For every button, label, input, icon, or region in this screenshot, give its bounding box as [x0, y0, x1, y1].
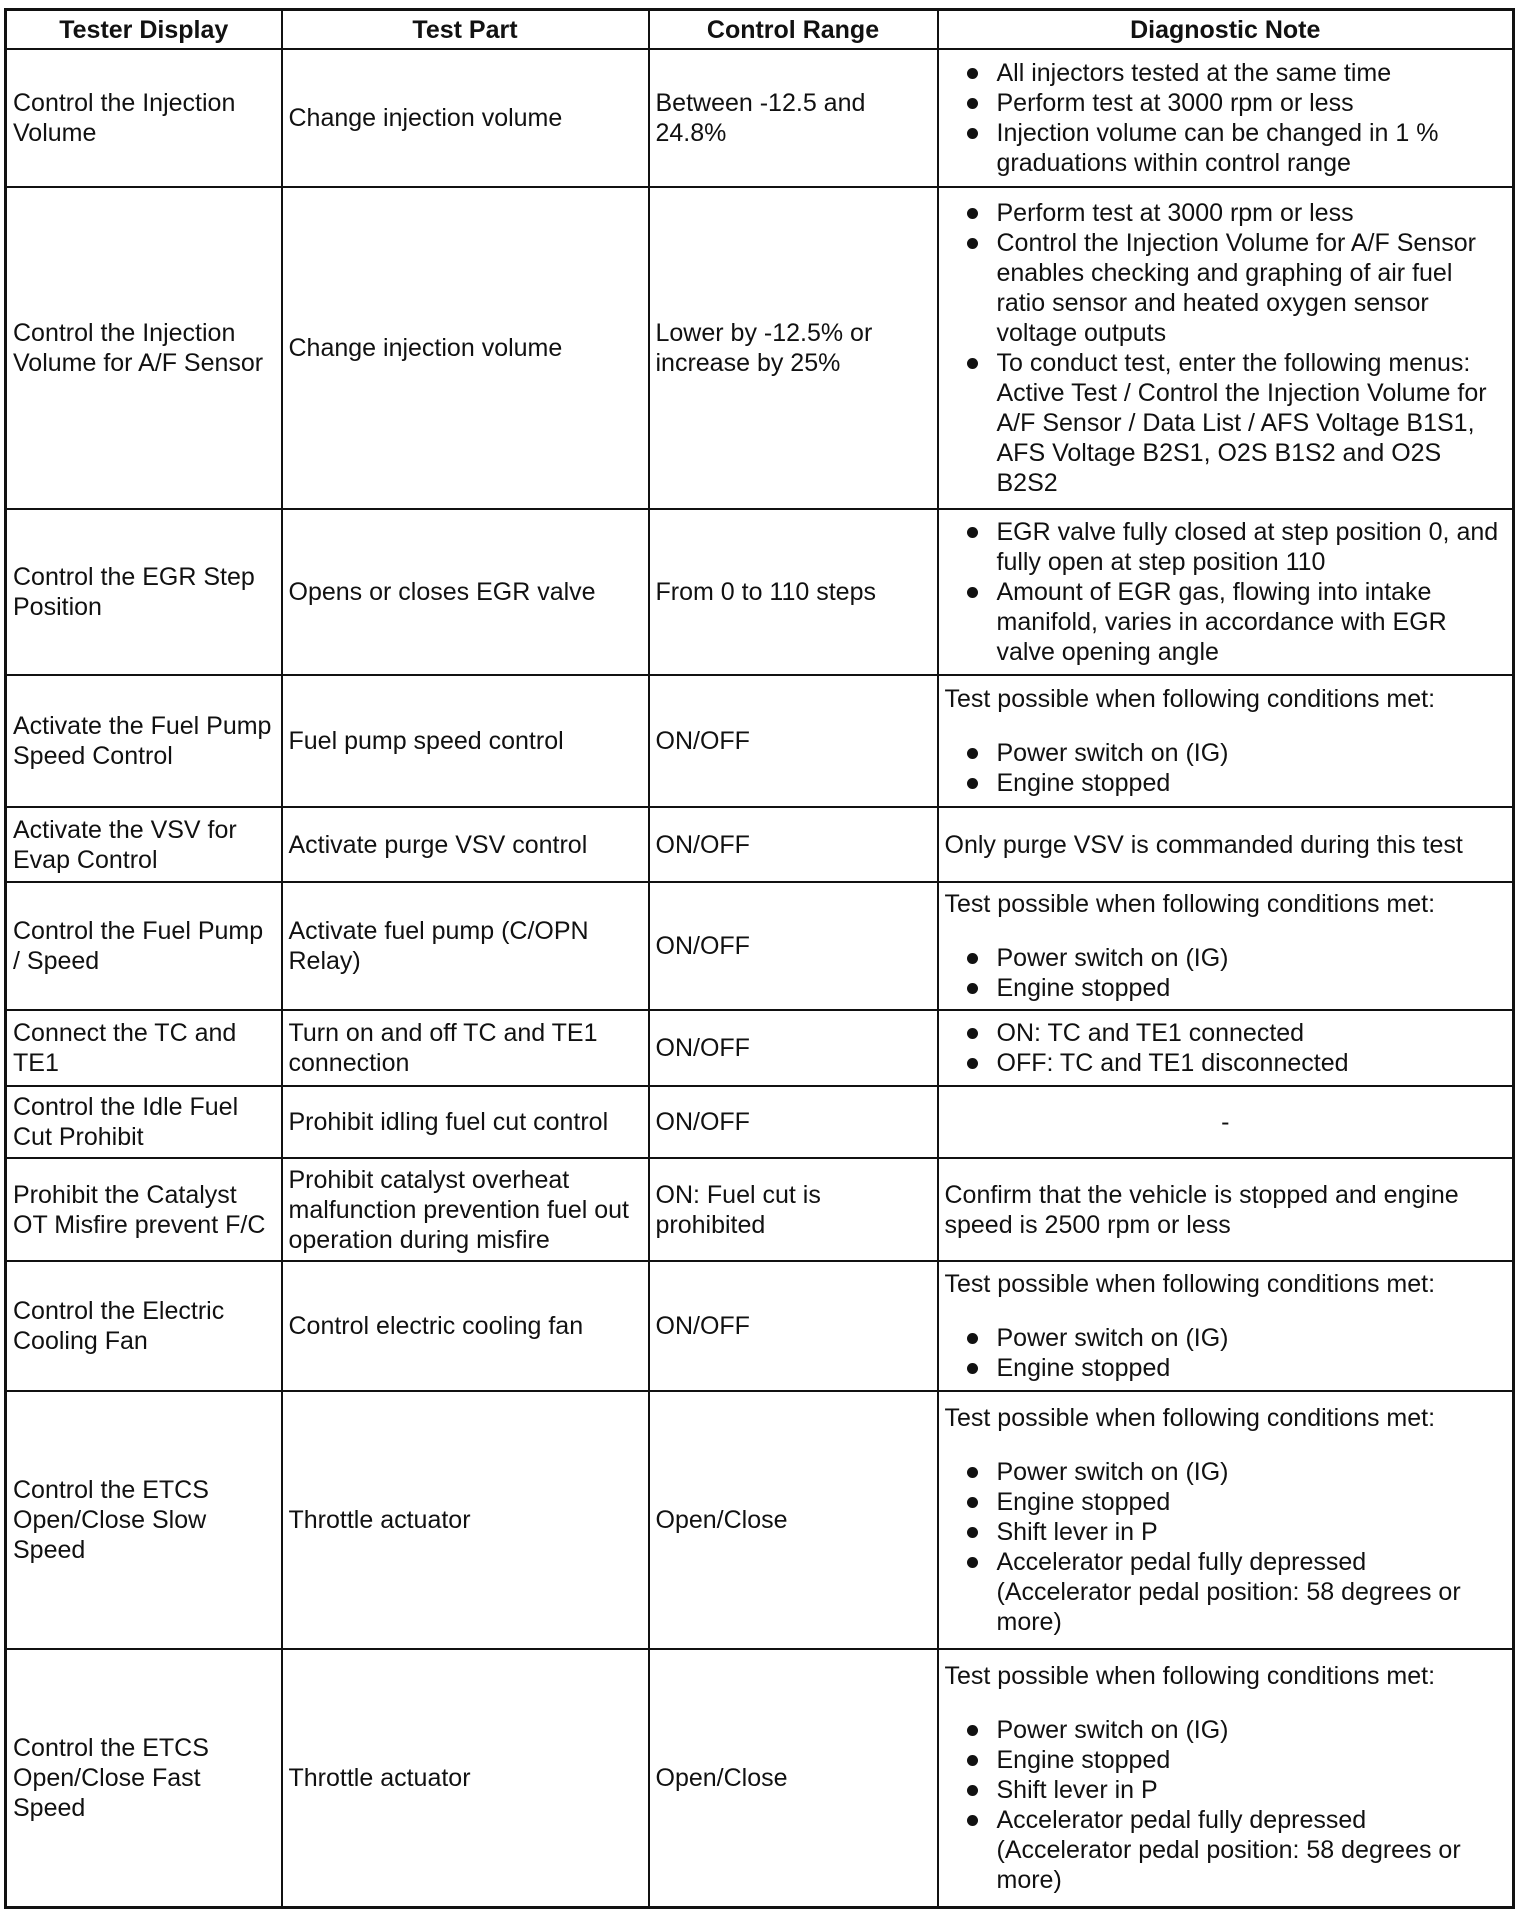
table-row: [6, 509, 1514, 675]
diagnostic-note-cell: [938, 49, 1514, 187]
note-bullet: Control the Injection Volume for A/F Sensor enables checking and graphing of air fuel ratio sensor and heated oxygen sensor voltage outputs: [945, 228, 1507, 348]
table-row: [6, 1158, 1514, 1261]
test-part-cell: Opens or closes EGR valve: [282, 509, 649, 675]
test-part-cell: Activate fuel pump (C/OPN Relay): [282, 882, 649, 1010]
tester-display-cell: Control the ETCS Open/Close Slow Speed: [6, 1391, 282, 1649]
table-row: [6, 1086, 1514, 1158]
control-range-cell: Between -12.5 and 24.8%: [649, 49, 938, 187]
control-range-cell: From 0 to 110 steps: [649, 509, 938, 675]
note-bullet: EGR valve fully closed at step position 0, and fully open at step position 110: [945, 517, 1507, 577]
diagnostic-note-cell: Confirm that the vehicle is stopped and engine speed is 2500 rpm or less: [938, 1158, 1514, 1261]
control-range-cell: ON/OFF: [649, 1086, 938, 1158]
note-bullet: Power switch on (IG): [945, 1715, 1507, 1745]
table-row: [6, 1649, 1514, 1907]
note-lead-text: Test possible when following conditions met:: [944, 1270, 1436, 1298]
note-bullet: All injectors tested at the same time: [945, 58, 1507, 88]
diagnostic-note-cell: Only purge VSV is commanded during this test: [938, 807, 1514, 882]
note-bullet: Engine stopped: [945, 1745, 1507, 1775]
note-bullet: Amount of EGR gas, flowing into intake manifold, varies in accordance with EGR valve opening angle: [945, 577, 1507, 667]
table-row: [6, 1010, 1514, 1086]
header-control-range: Control Range: [649, 10, 938, 50]
control-range-cell: ON/OFF: [649, 1261, 938, 1391]
note-bullet: Power switch on (IG): [945, 1323, 1507, 1353]
table-row: [6, 675, 1514, 807]
header-test-part: Test Part: [282, 10, 649, 50]
note-bullet: Engine stopped: [945, 1353, 1507, 1383]
table-row: [6, 807, 1514, 882]
tester-display-cell: Control the EGR Step Position: [6, 509, 282, 675]
diagnostic-note-cell: [938, 1391, 1514, 1649]
test-part-cell: Change injection volume: [282, 49, 649, 187]
control-range-cell: Lower by -12.5% or increase by 25%: [649, 187, 938, 509]
control-range-cell: Open/Close: [649, 1649, 938, 1907]
test-part-cell: Activate purge VSV control: [282, 807, 649, 882]
note-lead-text: Test possible when following conditions met:: [944, 1661, 1436, 1690]
header-row: [6, 10, 1514, 50]
note-bullet-list: [945, 1457, 1507, 1637]
diagnostic-note-cell: [938, 187, 1514, 509]
tester-display-cell: Connect the TC and TE1: [6, 1010, 282, 1086]
test-part-cell: Turn on and off TC and TE1 connection: [282, 1010, 649, 1086]
note-bullet: Accelerator pedal fully depressed (Accelerator pedal position: 58 degrees or more): [945, 1805, 1507, 1895]
tester-display-cell: Control the Injection Volume: [6, 49, 282, 187]
note-lead-text: Test possible when following conditions met:: [944, 890, 1436, 918]
tester-display-cell: Control the Injection Volume for A/F Sensor: [6, 187, 282, 509]
control-range-cell: ON/OFF: [649, 1010, 938, 1086]
diagnostic-note-cell: [938, 1261, 1514, 1391]
note-bullet: Power switch on (IG): [945, 1457, 1507, 1487]
test-part-cell: Prohibit catalyst overheat malfunction prevention fuel out operation during misfire: [282, 1158, 649, 1261]
diagnostic-note-cell: [938, 1010, 1514, 1086]
note-bullet: Engine stopped: [945, 768, 1507, 798]
tester-display-cell: Control the Fuel Pump / Speed: [6, 882, 282, 1010]
active-test-table-sheet: [4, 8, 1516, 1909]
note-bullet: ON: TC and TE1 connected: [945, 1018, 1507, 1048]
table-row: [6, 187, 1514, 509]
control-range-cell: Open/Close: [649, 1391, 938, 1649]
note-lead-text: Test possible when following conditions met:: [944, 1404, 1436, 1432]
note-bullet: Accelerator pedal fully depressed (Accelerator pedal position: 58 degrees or more): [945, 1547, 1507, 1637]
header-tester-display: Tester Display: [6, 10, 282, 50]
note-bullet-list: [945, 943, 1507, 1003]
test-part-cell: Fuel pump speed control: [282, 675, 649, 807]
note-bullet-list: [945, 1715, 1507, 1895]
note-bullet-list: [945, 1018, 1507, 1078]
note-bullet-list: [945, 58, 1507, 178]
tester-display-cell: Control the Electric Cooling Fan: [6, 1261, 282, 1391]
note-bullet: OFF: TC and TE1 disconnected: [945, 1048, 1507, 1078]
note-bullet: Shift lever in P: [945, 1517, 1507, 1547]
note-bullet-list: [945, 1323, 1507, 1383]
tester-display-cell: Activate the Fuel Pump Speed Control: [6, 675, 282, 807]
control-range-cell: ON/OFF: [649, 882, 938, 1010]
diagnostic-note-cell: -: [938, 1086, 1514, 1158]
note-bullet: Engine stopped: [945, 973, 1507, 1003]
note-bullet-list: [945, 517, 1507, 667]
note-bullet: Power switch on (IG): [945, 738, 1507, 768]
note-lead-text: Test possible when following conditions met:: [944, 685, 1436, 713]
diagnostic-note-cell: [938, 882, 1514, 1010]
table-row: [6, 49, 1514, 187]
note-bullet: To conduct test, enter the following menus: Active Test / Control the Injection Volume for A/F Sensor / Data List / AFS Voltage B1S1, AFS Voltage B2S1, O2S B1S2 and O2S B2S2: [945, 348, 1507, 498]
tester-display-cell: Control the ETCS Open/Close Fast Speed: [6, 1649, 282, 1907]
test-part-cell: Change injection volume: [282, 187, 649, 509]
note-bullet: Engine stopped: [945, 1487, 1507, 1517]
table-row: [6, 882, 1514, 1010]
note-bullet: Perform test at 3000 rpm or less: [945, 198, 1507, 228]
diagnostic-note-cell: [938, 509, 1514, 675]
table-row: [6, 1261, 1514, 1391]
note-bullet: Perform test at 3000 rpm or less: [945, 88, 1507, 118]
note-bullet-list: [945, 198, 1507, 498]
diagnostic-note-cell: [938, 1649, 1514, 1907]
note-bullet: Injection volume can be changed in 1 % graduations within control range: [945, 118, 1507, 178]
header-diagnostic-note: Diagnostic Note: [938, 10, 1514, 50]
active-test-table: [4, 8, 1515, 1909]
tester-display-cell: Control the Idle Fuel Cut Prohibit: [6, 1086, 282, 1158]
test-part-cell: Prohibit idling fuel cut control: [282, 1086, 649, 1158]
control-range-cell: ON: Fuel cut is prohibited: [649, 1158, 938, 1261]
test-part-cell: Throttle actuator: [282, 1391, 649, 1649]
note-bullet: Power switch on (IG): [945, 943, 1507, 973]
test-part-cell: Throttle actuator: [282, 1649, 649, 1907]
diagnostic-note-cell: [938, 675, 1514, 807]
control-range-cell: ON/OFF: [649, 807, 938, 882]
note-bullet-list: [945, 738, 1507, 798]
control-range-cell: ON/OFF: [649, 675, 938, 807]
note-bullet: Shift lever in P: [945, 1775, 1507, 1805]
tester-display-cell: Prohibit the Catalyst OT Misfire prevent F/C: [6, 1158, 282, 1261]
tester-display-cell: Activate the VSV for Evap Control: [6, 807, 282, 882]
table-row: [6, 1391, 1514, 1649]
test-part-cell: Control electric cooling fan: [282, 1261, 649, 1391]
